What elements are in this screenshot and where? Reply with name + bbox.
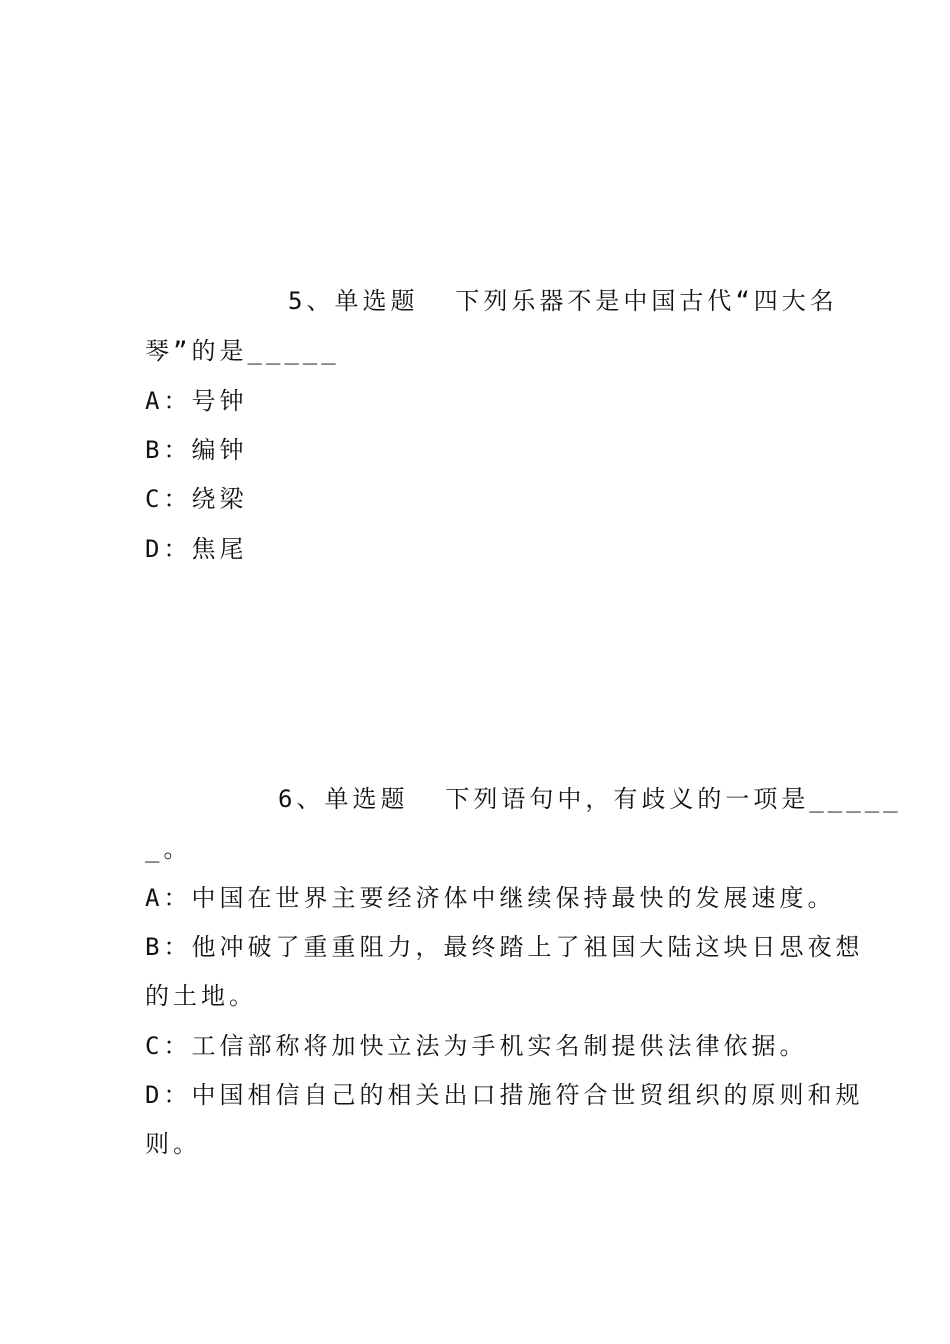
option-d: D：焦尾 [145, 535, 248, 563]
option-b: B：他冲破了重重阻力，最终踏上了祖国大陆这块日思夜想 [145, 933, 864, 961]
option-b: B：编钟 [145, 436, 248, 464]
option-a: A：中国在世界主要经济体中继续保持最快的发展速度。 [145, 884, 836, 912]
option-c: C：工信部称将加快立法为手机实名制提供法律依据。 [145, 1032, 808, 1060]
question-stem-continued: 琴”的是_____ [145, 337, 340, 365]
option-d-continued: 则。 [145, 1130, 201, 1158]
question-stem-continued: _。 [145, 835, 192, 863]
option-c: C：绕梁 [145, 485, 248, 513]
option-b-continued: 的土地。 [145, 982, 257, 1010]
question-stem: 5、单选题 下列乐器不是中国古代“四大名 [288, 287, 838, 315]
option-a: A：号钟 [145, 387, 248, 415]
option-d: D：中国相信自己的相关出口措施符合世贸组织的原则和规 [145, 1081, 864, 1109]
question-stem: 6、单选题 下列语句中，有歧义的一项是_____ [278, 785, 902, 813]
